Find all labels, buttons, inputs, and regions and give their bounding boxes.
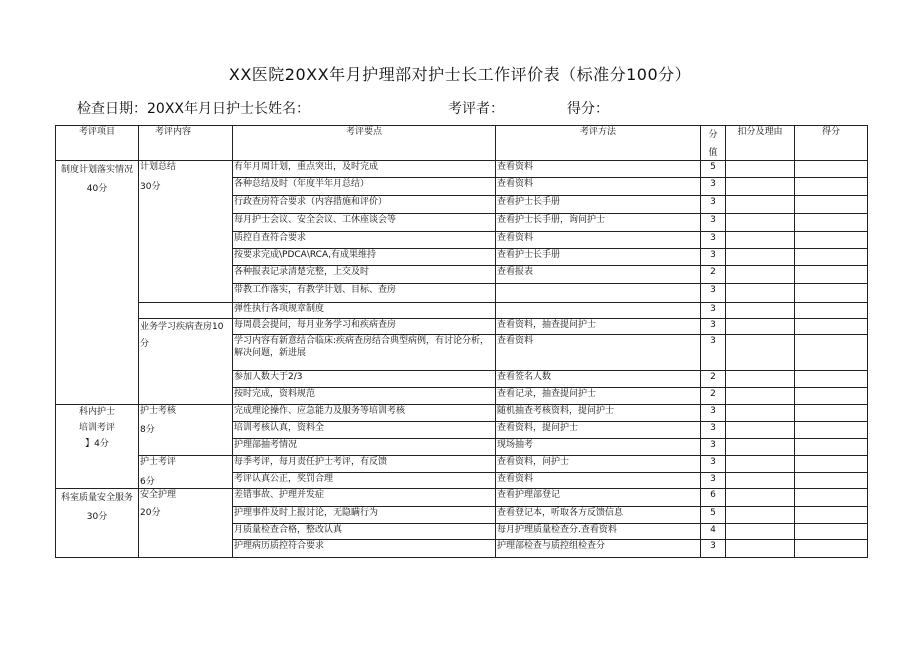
value-cell: 5 — [701, 161, 726, 178]
key-point-cell: 各种总结及时（年度半年月总结） — [233, 178, 496, 196]
deduction-cell[interactable] — [726, 266, 795, 284]
key-point-cell: 每月护士会议、安全会议、工休座谈会等 — [233, 214, 496, 232]
score-cell[interactable] — [795, 266, 868, 284]
score-cell[interactable] — [795, 319, 868, 335]
value-cell: 3 — [701, 540, 726, 558]
page-title: XX医院20XX年月护理部对护士长工作评价表（标准分100分） — [228, 65, 692, 84]
key-point-cell: 每周晨会提问，每月业务学习和疾病查房 — [233, 319, 496, 335]
deduction-cell[interactable] — [726, 540, 795, 558]
value-cell: 3 — [701, 439, 726, 456]
deduction-cell[interactable] — [726, 405, 795, 422]
value-cell: 5 — [701, 507, 726, 524]
score-cell[interactable] — [795, 303, 868, 319]
method-cell: 查看资料 — [496, 232, 701, 249]
deduction-cell[interactable] — [726, 456, 795, 473]
header-points-line1: 分 — [708, 130, 718, 140]
deduction-cell[interactable] — [726, 303, 795, 319]
value-cell: 3 — [701, 249, 726, 266]
section-name: 科室质量安全服务 — [60, 493, 133, 503]
method-cell: 现场抽考 — [496, 439, 701, 456]
score-cell[interactable] — [795, 540, 868, 558]
table-row — [56, 456, 868, 473]
group-nurse-assessment — [139, 405, 233, 456]
value-cell: 3 — [701, 473, 726, 489]
group-name: 护士考核 — [140, 406, 177, 416]
group-nurse-evaluation — [139, 456, 233, 489]
section-name-line2: 培训考评 — [78, 423, 115, 433]
deduction-cell[interactable] — [726, 178, 795, 196]
key-point-cell: 行政查房符合要求（内容措施和评价） — [233, 196, 496, 214]
section-plan-implementation — [56, 161, 139, 405]
group-name: 护士考评 — [140, 457, 177, 467]
key-point-cell: 护理病历质控符合要求 — [233, 540, 496, 558]
header-method: 考评方法 — [496, 126, 701, 161]
score-cell[interactable] — [795, 371, 868, 388]
method-cell: 每月护理质量检查分.查看资料 — [496, 524, 701, 540]
table-row — [56, 319, 868, 335]
method-cell: 随机抽查考核资料，提问护士 — [496, 405, 701, 422]
deduction-cell[interactable] — [726, 489, 795, 507]
header-project: 考评项目 — [56, 126, 139, 161]
key-point-cell: 按时完成，资料规范 — [233, 388, 496, 405]
key-point-cell: 月质量检查合格，整改认真 — [233, 524, 496, 540]
method-cell: 查看资料，提问护士 — [496, 422, 701, 439]
deduction-cell[interactable] — [726, 524, 795, 540]
key-point-cell: 质控自查符合要求 — [233, 232, 496, 249]
method-cell: 查看资料 — [496, 473, 701, 489]
key-point-cell: 有年月周计划，重点突出，及时完成 — [233, 161, 496, 178]
score-cell[interactable] — [795, 161, 868, 178]
section-quality-safety — [56, 489, 139, 558]
key-point-cell: 各种报表记录清楚完整，上交及时 — [233, 266, 496, 284]
method-cell: 查看资料，问护士 — [496, 456, 701, 473]
group-score: 30分 — [140, 182, 161, 192]
section-score: 30分 — [86, 512, 108, 522]
deduction-cell[interactable] — [726, 507, 795, 524]
group-study-rounds — [139, 319, 233, 405]
score-label: 得分： — [567, 101, 609, 117]
deduction-cell[interactable] — [726, 196, 795, 214]
section-nurse-training — [56, 405, 139, 489]
deduction-cell[interactable] — [726, 371, 795, 388]
value-cell: 2 — [701, 388, 726, 405]
group-name: 安全护理 — [140, 490, 177, 500]
method-cell: 查看资料，抽查提问护士 — [496, 319, 701, 335]
key-point-cell: 培训考核认真，资料全 — [233, 422, 496, 439]
header-score: 得分 — [795, 126, 868, 161]
method-cell — [496, 303, 701, 319]
score-cell[interactable] — [795, 196, 868, 214]
key-point-cell: 考评认真公正，奖罚合理 — [233, 473, 496, 489]
deduction-cell[interactable] — [726, 319, 795, 335]
method-cell: 查看资料 — [496, 178, 701, 196]
header-key-points: 考评要点 — [233, 126, 496, 161]
table-row — [56, 405, 868, 422]
score-cell[interactable] — [795, 439, 868, 456]
group-score: 8分 — [140, 425, 155, 435]
score-cell[interactable] — [795, 507, 868, 524]
score-cell[interactable] — [795, 388, 868, 405]
assessor-label: 考评者： — [448, 101, 504, 117]
key-point-cell: 每季考评，每月责任护士考评，有反馈 — [233, 456, 496, 473]
method-cell: 护理部检查与质控组检查分 — [496, 540, 701, 558]
key-point-cell: 护理事件及时上报讨论，无隐瞒行为 — [233, 507, 496, 524]
method-cell: 查看护士长手册 — [496, 196, 701, 214]
key-point-cell: 参加人数大于2/3 — [233, 371, 496, 388]
score-cell[interactable] — [795, 405, 868, 422]
score-cell[interactable] — [795, 422, 868, 439]
value-cell: 6 — [701, 489, 726, 507]
score-cell[interactable] — [795, 178, 868, 196]
deduction-cell[interactable] — [726, 249, 795, 266]
group-plan-summary — [139, 161, 233, 303]
evaluation-table — [55, 125, 868, 558]
section-score: 】4分 — [85, 439, 109, 449]
section-score: 40分 — [86, 184, 108, 194]
group-safety-nursing — [139, 489, 233, 558]
value-cell: 3 — [701, 422, 726, 439]
header-points-line2: 值 — [708, 148, 718, 158]
method-cell: 查看资料 — [496, 335, 701, 371]
group-empty — [139, 303, 233, 319]
deduction-cell[interactable] — [726, 335, 795, 371]
group-name: 业务学习疾病查房10分 — [140, 322, 224, 349]
value-cell: 3 — [701, 214, 726, 232]
value-cell: 3 — [701, 178, 726, 196]
key-point-cell: 带教工作落实，有教学计划、目标、查房 — [233, 284, 496, 303]
table-header-row — [56, 126, 868, 161]
header-points — [701, 126, 726, 161]
deduction-cell[interactable] — [726, 473, 795, 489]
value-cell: 2 — [701, 266, 726, 284]
key-point-cell: 完成理论操作、应急能力及服务等培训考核 — [233, 405, 496, 422]
score-cell[interactable] — [795, 524, 868, 540]
key-point-cell: 学习内容有新意结合临床:疾病查房结合典型病例，有讨论分析，解决问题，新进展 — [233, 335, 496, 371]
value-cell: 3 — [701, 303, 726, 319]
method-cell: 查看护士长手册 — [496, 249, 701, 266]
header-content: 考评内容 — [139, 126, 233, 161]
value-cell: 3 — [701, 196, 726, 214]
deduction-cell[interactable] — [726, 161, 795, 178]
key-point-cell: 弹性执行各项规章制度 — [233, 303, 496, 319]
method-cell: 查看签名人数 — [496, 371, 701, 388]
deduction-cell[interactable] — [726, 284, 795, 303]
score-cell[interactable] — [795, 232, 868, 249]
value-cell: 4 — [701, 524, 726, 540]
method-cell: 查看护士长手册，询问护士 — [496, 214, 701, 232]
key-point-cell: 护理部抽考情况 — [233, 439, 496, 456]
method-cell: 查看报表 — [496, 266, 701, 284]
value-cell: 3 — [701, 284, 726, 303]
table-row — [56, 303, 868, 319]
value-cell: 2 — [701, 371, 726, 388]
group-score: 6分 — [140, 477, 155, 487]
table-row — [56, 489, 868, 507]
value-cell: 3 — [701, 405, 726, 422]
method-cell: 查看记录，抽查提问护士 — [496, 388, 701, 405]
score-cell[interactable] — [795, 456, 868, 473]
deduction-cell[interactable] — [726, 422, 795, 439]
inspection-date-label: 检查日期：20XX年月日护士长姓名： — [77, 101, 310, 117]
value-cell: 3 — [701, 456, 726, 473]
method-cell: 查看护理部登记 — [496, 489, 701, 507]
group-name: 计划总结 — [140, 162, 177, 172]
table-row — [56, 161, 868, 178]
key-point-cell: 差错事故、护理并发症 — [233, 489, 496, 507]
score-cell[interactable] — [795, 214, 868, 232]
score-cell[interactable] — [795, 335, 868, 371]
method-cell: 查看登记本，听取各方反馈信息 — [496, 507, 701, 524]
method-cell: 查看资料 — [496, 161, 701, 178]
value-cell: 3 — [701, 232, 726, 249]
score-cell[interactable] — [795, 473, 868, 489]
score-cell[interactable] — [795, 489, 868, 507]
section-name-line1: 科内护士 — [78, 407, 115, 417]
group-score: 20分 — [140, 508, 161, 518]
deduction-cell[interactable] — [726, 388, 795, 405]
section-name: 制度计划落实情况 — [60, 165, 133, 175]
deduction-cell[interactable] — [726, 439, 795, 456]
form-info-line — [0, 98, 920, 120]
value-cell: 3 — [701, 319, 726, 335]
score-cell[interactable] — [795, 249, 868, 266]
method-cell — [496, 284, 701, 303]
score-cell[interactable] — [795, 284, 868, 303]
key-point-cell: 按要求完成\PDCA\RCA,有成果维持 — [233, 249, 496, 266]
value-cell: 3 — [701, 335, 726, 371]
header-deduction: 扣分及理由 — [726, 126, 795, 161]
deduction-cell[interactable] — [726, 214, 795, 232]
deduction-cell[interactable] — [726, 232, 795, 249]
